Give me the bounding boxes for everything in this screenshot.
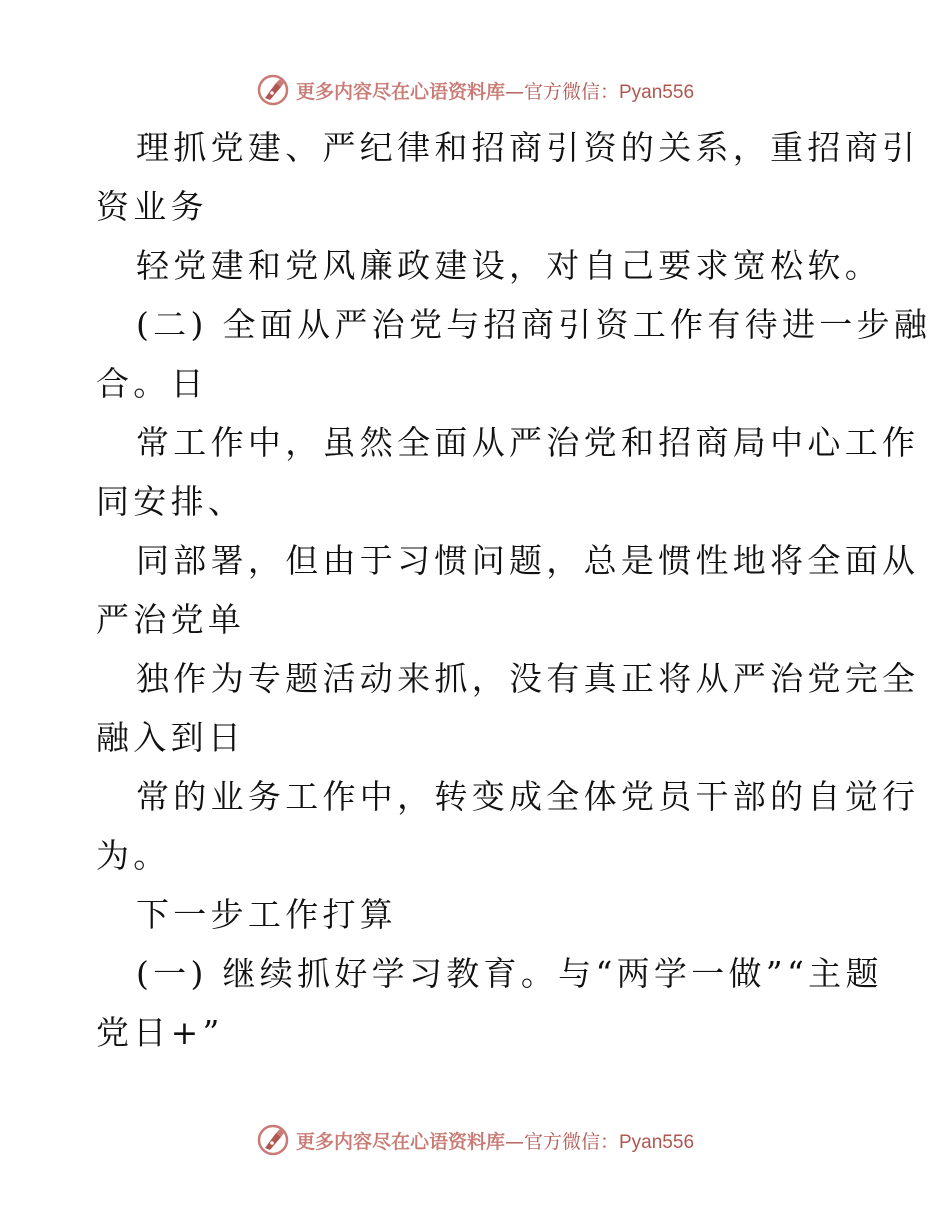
- watermark-label: 官方微信：: [523, 80, 619, 103]
- text-line: (二) 全面从严治党与招商引资工作有待进一步融: [136, 305, 932, 344]
- text-line: 融入到日: [96, 718, 246, 757]
- text-line: 同部署，但由于习惯问题，总是惯性地将全面从: [136, 541, 920, 580]
- watermark-brand: 更多内容尽在心语资料库: [295, 1130, 505, 1153]
- pen-nib-logo-icon: [256, 73, 290, 107]
- text-line: 合。日: [96, 364, 208, 403]
- text-line: 常工作中，虽然全面从严治党和招商局中心工作: [136, 423, 920, 462]
- text-line: 同安排、: [96, 482, 246, 521]
- text-line: 党日+”: [96, 1013, 224, 1052]
- watermark-handle: Pyan556: [619, 81, 695, 103]
- text-line: 严治党单: [96, 600, 246, 639]
- document-body: [96, 118, 932, 1062]
- header-watermark: [0, 70, 950, 110]
- text-line: 独作为专题活动来抓，没有真正将从严治党完全: [136, 659, 920, 698]
- text-line: 轻党建和党风廉政建设，对自己要求宽松软。: [136, 246, 882, 285]
- text-line: 理抓党建、严纪律和招商引资的关系，重招商引: [136, 128, 920, 167]
- watermark-label: 官方微信：: [523, 1130, 619, 1153]
- footer-watermark: [0, 1120, 950, 1160]
- watermark-separator: —: [504, 1130, 524, 1153]
- text-line: (一) 继续抓好学习教育。与“两学一做”“主题: [136, 954, 883, 993]
- text-line: 常的业务工作中，转变成全体党员干部的自觉行: [136, 777, 920, 816]
- text-line: 资业务: [96, 187, 208, 226]
- text-line: 为。: [96, 836, 171, 875]
- watermark-brand: 更多内容尽在心语资料库: [295, 80, 505, 103]
- watermark-handle: Pyan556: [619, 1131, 695, 1153]
- section-heading: 下一步工作打算: [136, 895, 398, 934]
- pen-nib-logo-icon: [256, 1123, 290, 1157]
- watermark-separator: —: [504, 80, 524, 103]
